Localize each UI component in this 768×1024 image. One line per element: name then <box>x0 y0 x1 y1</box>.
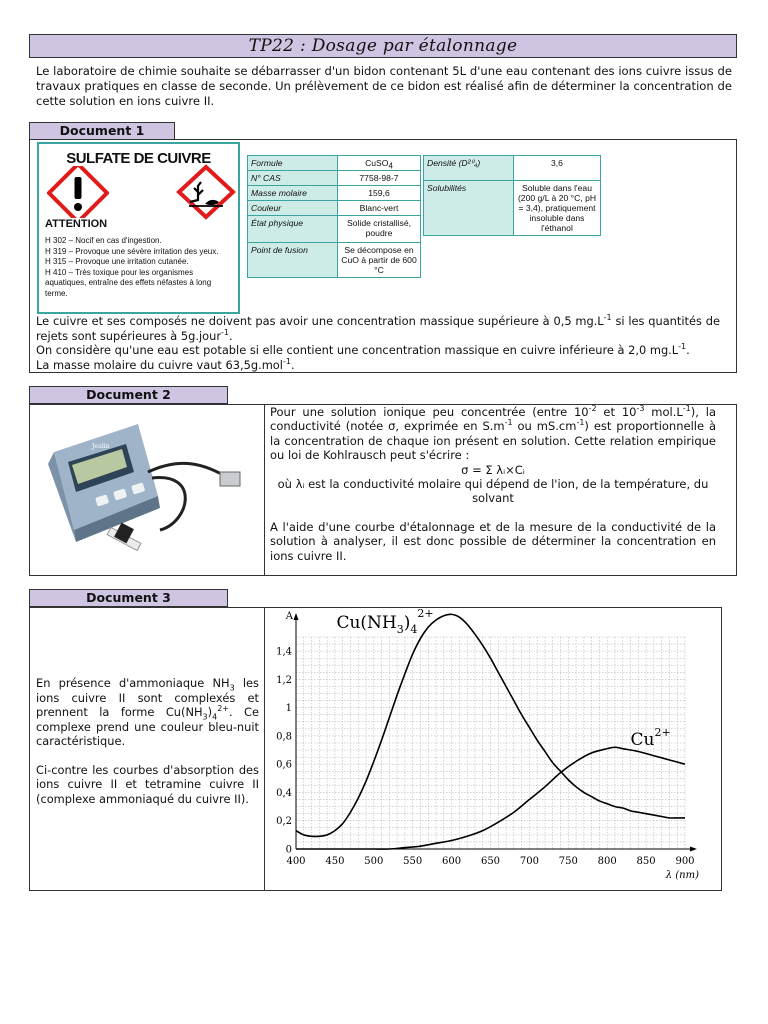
property-key: N° CAS <box>248 171 338 186</box>
intro-paragraph: Le laboratoire de chimie souhaite se débarrasser d'un bidon contenant 5L d'une eau contenant des ions cuivre issus de travaux pratiques en classe de seconde. Un prélèvement de ce bidon est réalisé afin de déterminer la concentration de cette solution en ions cuivre II. <box>36 64 732 108</box>
y-tick-label: 0,4 <box>276 787 292 799</box>
table-row <box>424 156 601 181</box>
absorption-curves-text: Ci-contre les courbes d'absorption des ions cuivre II et tetramine cuivre II (complexe ammoniaqué du cuivre II). <box>36 762 259 806</box>
y-tick-label: 0,8 <box>276 731 292 743</box>
x-tick-label: 500 <box>364 856 384 867</box>
y-tick-label: 0,2 <box>276 816 292 828</box>
x-tick-label: 550 <box>403 856 423 867</box>
document-2-tab: Document 2 <box>29 386 228 404</box>
document-1-top-rule <box>175 139 737 140</box>
property-value: Se décompose en CuO à partir de 600 °C <box>338 243 421 278</box>
y-tick-label: 1,2 <box>276 674 292 686</box>
series-line-cu2 <box>296 747 685 849</box>
x-tick-label: 400 <box>286 856 306 867</box>
y-axis-label: A <box>285 611 293 622</box>
series-label-complex: $Cu(NH_3)_4^{2+}$ <box>336 609 434 636</box>
calibration-text: A l'aide d'une courbe d'étalonnage et de la mesure de la conductivité de la solution à analyser, il est donc possible de déterminer la concentration en ions cuivre II. <box>270 519 716 563</box>
conductimeter-photo <box>40 412 250 562</box>
exponent: -1 <box>576 418 585 428</box>
label-title: SULFATE DE CUIVRE <box>66 150 211 167</box>
chart-grid <box>296 637 685 849</box>
property-value: 159,6 <box>338 186 421 201</box>
exponent: -3 <box>636 404 645 414</box>
exponent: -1 <box>682 404 691 414</box>
property-key: Solubilités <box>424 181 514 236</box>
x-tick-label: 800 <box>597 856 617 867</box>
text-fragment: Pour une solution ionique peu concentrée (entre 10 <box>270 405 589 419</box>
document-1-notes <box>36 314 720 372</box>
exponent: -1 <box>221 327 230 337</box>
exponent: -1 <box>282 356 291 366</box>
x-axis-arrow <box>690 847 697 852</box>
environment-hazard-icon <box>175 164 237 220</box>
hazard-statement: H 315 – Provoque une irritation cutanée. <box>45 257 189 266</box>
concentration-limit-text: Le cuivre et ses composés ne doivent pas avoir une concentration massique supérieure à 0,5 $mg.L^{-1}$ si les quantités de rejets sont supérieures à 5g.jour$^{-1}$. <box>36 313 720 343</box>
property-key: Densité (D²⁰₄) <box>424 156 514 181</box>
table-row <box>248 201 421 216</box>
text-fragment: si les quantités de rejets sont supérieures à 5g.jour <box>36 314 720 343</box>
property-key: Masse molaire <box>248 186 338 201</box>
y-tick-label: 1,4 <box>276 646 292 658</box>
x-tick-label: 700 <box>519 856 539 867</box>
series-label-cu2: $Cu^{2+}$ <box>630 726 671 751</box>
kohlrausch-intro <box>270 405 716 463</box>
exponent: -1 <box>603 313 612 323</box>
property-value: 3,6 <box>514 156 601 181</box>
property-value: 7758-98-7 <box>338 171 421 186</box>
property-value: Blanc-vert <box>338 201 421 216</box>
table-row <box>248 156 421 171</box>
x-tick-label: 600 <box>442 856 462 867</box>
x-tick-label: 450 <box>325 856 345 867</box>
property-key: État physique <box>248 216 338 243</box>
complexation-text <box>36 676 259 806</box>
text-fragment: . Ce complexe prend une couleur bleu-nuit caractéristique. <box>36 705 260 748</box>
hazard-statement: H 410 – Très toxique pour les organismes aquatiques, entraîne des effets néfastes à long terme. <box>45 267 212 298</box>
subscript: 3 <box>202 712 208 722</box>
text-fragment: mol.L <box>644 405 683 419</box>
properties-table-right <box>423 155 601 236</box>
y-tick-label: 0,6 <box>276 759 292 771</box>
text-fragment: ), la conductivité (notée σ, exprimée en S.m <box>270 405 716 434</box>
formula-explanation: où λᵢ est la conductivité molaire qui dépend de l'ion, de la température, du solvant <box>277 477 709 506</box>
exponent: -1 <box>504 418 513 428</box>
x-tick-label: 900 <box>675 856 695 867</box>
hazard-statement: H 319 – Provoque une sévère irritation des yeux. <box>45 246 219 256</box>
table-row <box>248 243 421 278</box>
potable-water-text: On considère qu'une eau est potable si elle contient une concentration massique en cuivre inférieure à 2,0 $mg.L^{-1}$. <box>36 342 690 357</box>
text-fragment: On considère qu'une eau est potable si elle contient une concentration massique en cuivre inférieure à 2,0 mg.L <box>36 343 679 357</box>
exclamation-hazard-icon <box>47 166 109 218</box>
absorption-chart <box>266 609 720 889</box>
document-2-divider <box>264 404 265 576</box>
label-signal-word: ATTENTION <box>45 218 108 230</box>
y-tick-label: 1 <box>285 703 292 715</box>
properties-table-left <box>247 155 421 278</box>
text-fragment: les ions cuivre II sont complexés et prennent la forme Cu(NH <box>36 676 259 719</box>
property-value: Soluble dans l'eau (200 g/L à 20 °C, pH = 3,4), pratiquement insoluble dans l'éthanol <box>514 181 601 236</box>
y-tick-label: 0 <box>285 844 292 856</box>
complexation-paragraph <box>36 676 259 749</box>
meter-brand: Jeulin <box>92 443 110 450</box>
text-fragment: Le cuivre et ses composés ne doivent pas avoir une concentration massique supérieure à 0,5 mg.L <box>36 314 604 328</box>
x-tick-label: 650 <box>480 856 501 867</box>
document-1-tab: Document 1 <box>29 122 175 140</box>
x-axis-label: λ (nm) <box>665 870 699 881</box>
kohlrausch-formula: σ = Σ λᵢ×Cᵢ <box>461 462 525 477</box>
document-3-divider <box>264 607 265 891</box>
text-fragment: ) est proportionnelle à la concentration de chaque ion présent en solution. Cette relation empirique ou loi de Kohlrausch peut s'écrire : <box>270 419 716 463</box>
hazard-statement: H 302 – Nocif en cas d'ingestion. <box>45 236 162 245</box>
table-row <box>424 181 601 236</box>
property-value: CuSO4 <box>338 156 421 171</box>
hazard-statements <box>45 236 233 299</box>
property-key: Formule <box>248 156 338 171</box>
subscript: 4 <box>212 712 218 722</box>
text-fragment: ou mS.cm <box>512 419 577 434</box>
property-key: Couleur <box>248 201 338 216</box>
table-row <box>248 171 421 186</box>
text-fragment: et 10 <box>596 405 637 419</box>
x-tick-label: 850 <box>636 856 656 867</box>
kohlrausch-text <box>270 405 716 563</box>
document-3-tab: Document 3 <box>29 589 228 607</box>
exponent: -1 <box>678 342 687 352</box>
page-title: TP22 : Dosage par étalonnage <box>248 36 518 56</box>
property-key: Point de fusion <box>248 243 338 278</box>
safety-label <box>37 142 240 314</box>
superscript: 2+ <box>217 704 229 714</box>
y-axis-arrow <box>294 613 299 620</box>
table-row <box>248 186 421 201</box>
molar-mass-text: La masse molaire du cuivre vaut 63,5g.mol$^{-1}$. <box>36 356 295 372</box>
chart-ticks <box>276 647 694 867</box>
page-title-bar <box>29 34 737 58</box>
exponent: -2 <box>588 404 597 414</box>
text-fragment: En présence d'ammoniaque NH <box>36 676 230 690</box>
text-fragment: La masse molaire du cuivre vaut 63,5g.mol <box>36 357 283 372</box>
text-fragment: ) <box>207 705 213 719</box>
table-row <box>248 216 421 243</box>
subscript: 3 <box>229 683 235 693</box>
x-tick-label: 750 <box>558 856 578 867</box>
property-value: Solide cristallisé, poudre <box>338 216 421 243</box>
